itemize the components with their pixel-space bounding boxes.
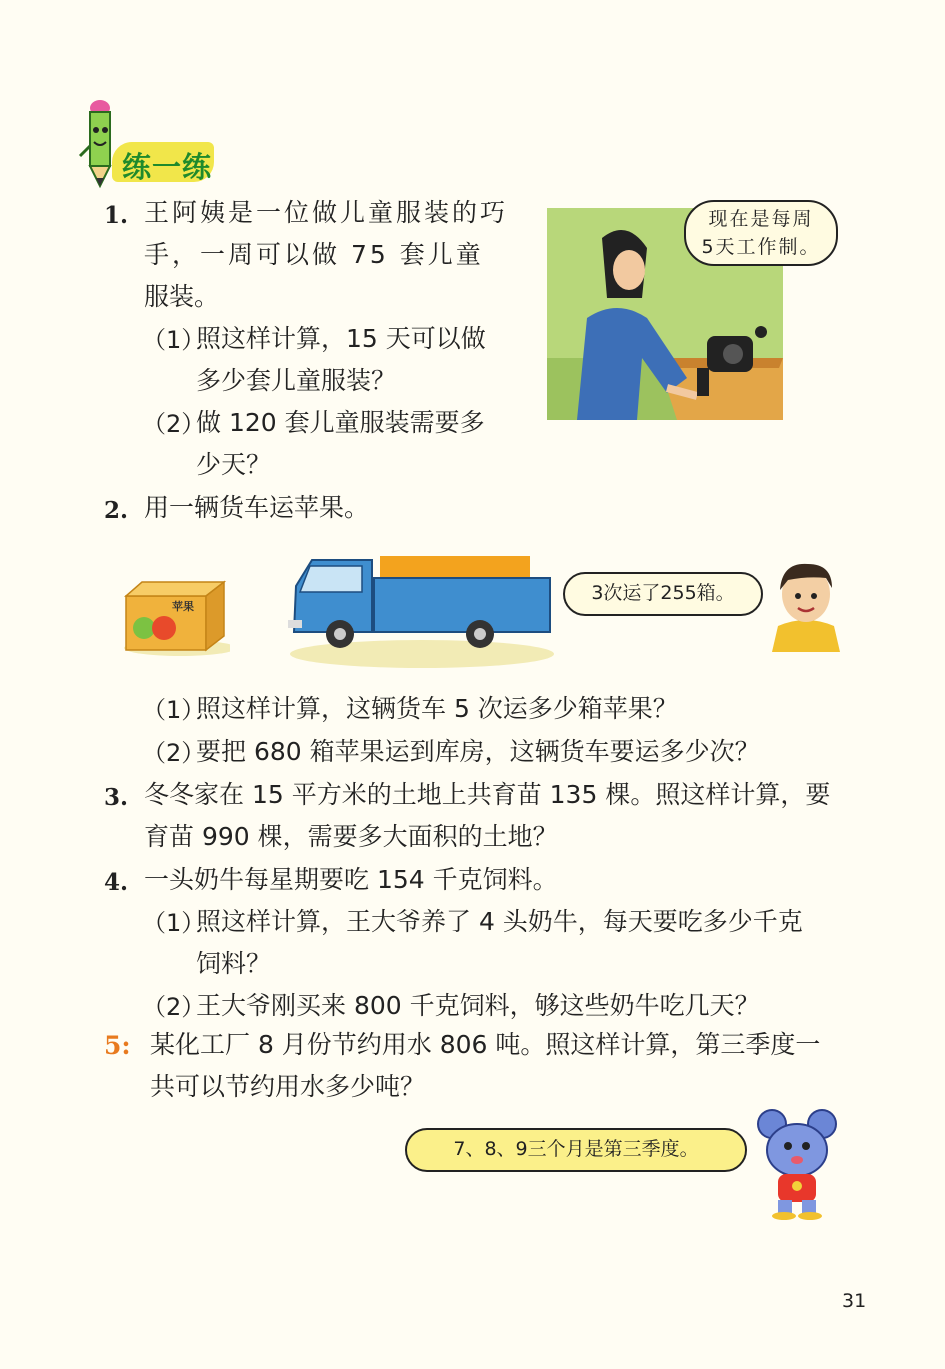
problem-4-number: 4. [104,869,129,896]
problem-4-q1-line2: 饲料？ [196,949,272,978]
problem-1-q1-line2: 多少套儿童服装？ [196,366,397,395]
problem-4-q2-label: （2） [142,993,206,1021]
boy-illustration [768,556,844,652]
problem-1-line3: 服装。 [144,282,220,311]
problem-2-q2: 要把 680 箱苹果运到库房，这辆货车要运多少次？ [196,737,760,766]
section-title: 练一练 [122,150,213,184]
workweek-bubble-line1: 现在是每周 [708,208,814,230]
quarter-bubble-text: 7、8、9三个月是第三季度。 [453,1138,699,1160]
problem-2-q1: 照这样计算，这辆货车 5 次运多少箱苹果？ [196,694,678,723]
problem-4-q1-label: （1） [142,909,206,937]
apple-box-label: 苹果 [172,600,194,613]
problem-1-line1: 王阿姨是一位做儿童服装的巧 [144,198,509,227]
problem-5-number: 5: [104,1031,131,1060]
workweek-bubble-line2: 5天工作制。 [701,236,821,258]
problem-2-q1-label: （1） [142,696,206,724]
trips-bubble-text: 3次运了255箱。 [591,582,735,604]
problem-1-q2-line2: 少天？ [196,450,272,479]
mouse-mascot-illustration [752,1108,844,1220]
problem-1-q2-label: （2） [142,410,206,438]
problem-5-line1: 某化工厂 8 月份节约用水 806 吨。照这样计算，第三季度一 [150,1030,821,1059]
problem-4-q2: 王大爷刚买来 800 千克饲料，够这些奶牛吃几天？ [196,991,760,1020]
problem-3-number: 3. [104,784,129,811]
problem-3-line1: 冬冬家在 15 平方米的土地上共育苗 135 棵。照这样计算，要 [144,780,831,809]
speech-bubble-workweek [684,200,838,266]
problem-5-line2: 共可以节约用水多少吨？ [150,1072,426,1101]
problem-1-q2-line1: 做 120 套儿童服装需要多 [196,408,485,437]
speech-bubble-quarter [405,1128,747,1172]
problem-3-line2: 育苗 990 棵，需要多大面积的土地？ [144,822,558,851]
problem-1-number: 1. [104,202,129,229]
problem-2-number: 2. [104,497,129,524]
problem-2-text: 用一辆货车运苹果。 [144,493,370,522]
problem-1-line2: 手，一周可以做 75 套儿童 [144,240,484,269]
problem-1-q1-line1: 照这样计算，15 天可以做 [196,324,486,353]
page-number: 31 [842,1290,867,1312]
apple-box-illustration [120,576,230,656]
speech-bubble-trips [563,572,763,616]
problem-1-q1-label: （1） [142,326,206,354]
problem-4-q1-line1: 照这样计算，王大爷养了 4 头奶牛，每天要吃多少千克 [196,907,803,936]
truck-illustration [286,546,554,668]
problem-2-q2-label: （2） [142,739,206,767]
problem-4-text: 一头奶牛每星期要吃 154 千克饲料。 [144,865,558,894]
